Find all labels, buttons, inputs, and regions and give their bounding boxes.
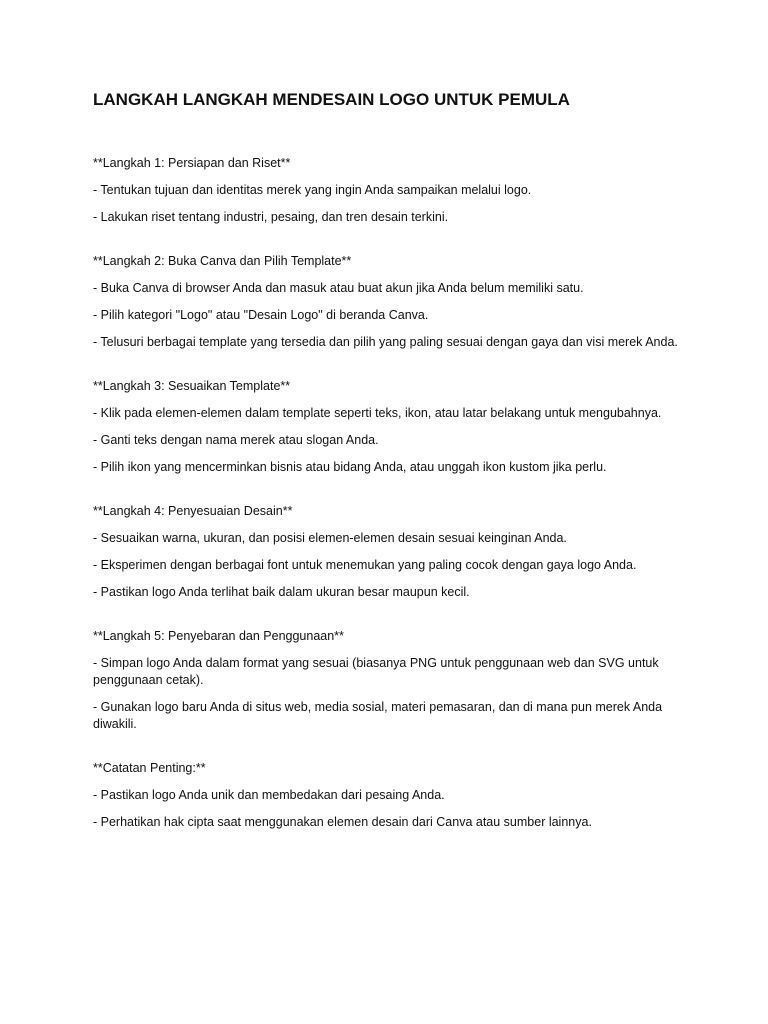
list-item: - Ganti teks dengan nama merek atau slogan Anda. bbox=[93, 433, 379, 447]
list-item: - Simpan logo Anda dalam format yang sesuai (biasanya PNG untuk penggunaan web dan SVG untuk penggunaan cetak). bbox=[93, 656, 659, 687]
section-step-4 bbox=[93, 503, 683, 601]
list-item: - Pilih kategori "Logo" atau "Desain Logo" di beranda Canva. bbox=[93, 308, 429, 322]
section-step-5 bbox=[93, 628, 683, 733]
section-step-2 bbox=[93, 253, 683, 351]
section-heading: **Langkah 2: Buka Canva dan Pilih Template** bbox=[93, 254, 352, 268]
document-page bbox=[93, 89, 683, 858]
list-item: - Pilih ikon yang mencerminkan bisnis atau bidang Anda, atau unggah ikon kustom jika perlu. bbox=[93, 460, 607, 474]
list-item: - Sesuaikan warna, ukuran, dan posisi elemen-elemen desain sesuai keinginan Anda. bbox=[93, 531, 567, 545]
list-item: - Perhatikan hak cipta saat menggunakan elemen desain dari Canva atau sumber lainnya. bbox=[93, 815, 592, 829]
list-item: - Telusuri berbagai template yang tersedia dan pilih yang paling sesuai dengan gaya dan visi merek Anda. bbox=[93, 335, 678, 349]
list-item: - Pastikan logo Anda terlihat baik dalam ukuran besar maupun kecil. bbox=[93, 585, 470, 599]
section-notes bbox=[93, 760, 683, 831]
section-step-1 bbox=[93, 155, 683, 226]
page-title: LANGKAH LANGKAH MENDESAIN LOGO UNTUK PEMULA bbox=[93, 90, 570, 109]
list-item: - Lakukan riset tentang industri, pesaing, dan tren desain terkini. bbox=[93, 210, 449, 224]
section-heading: **Langkah 4: Penyesuaian Desain** bbox=[93, 504, 293, 518]
list-item: - Eksperimen dengan berbagai font untuk menemukan yang paling cocok dengan gaya logo Anda. bbox=[93, 558, 637, 572]
section-heading: **Langkah 3: Sesuaikan Template** bbox=[93, 379, 291, 393]
list-item: - Pastikan logo Anda unik dan membedakan dari pesaing Anda. bbox=[93, 788, 445, 802]
list-item: - Tentukan tujuan dan identitas merek yang ingin Anda sampaikan melalui logo. bbox=[93, 183, 532, 197]
section-heading: **Catatan Penting:** bbox=[93, 761, 206, 775]
list-item: - Klik pada elemen-elemen dalam template seperti teks, ikon, atau latar belakang untuk mengubahnya. bbox=[93, 406, 662, 420]
list-item: - Buka Canva di browser Anda dan masuk atau buat akun jika Anda belum memiliki satu. bbox=[93, 281, 584, 295]
section-heading: **Langkah 5: Penyebaran dan Penggunaan** bbox=[93, 629, 344, 643]
list-item: - Gunakan logo baru Anda di situs web, media sosial, materi pemasaran, dan di mana pun merek Anda diwakili. bbox=[93, 700, 663, 731]
section-step-3 bbox=[93, 378, 683, 476]
section-heading: **Langkah 1: Persiapan dan Riset** bbox=[93, 156, 291, 170]
